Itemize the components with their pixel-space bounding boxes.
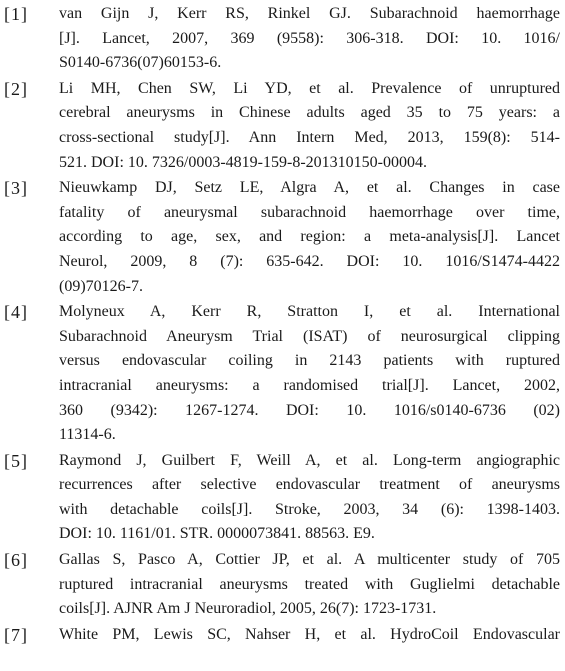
reference-item: [4, 77, 560, 175]
reference-text-line: with detachable coils[J]. Stroke, 2003, 34 (6): 1398-1403.: [59, 500, 560, 518]
reference-text-line: Molyneux A, Kerr R, Stratton I, et al. International: [59, 303, 560, 321]
reference-text-line: versus endovascular coiling in 2143 patients with ruptured: [59, 352, 560, 370]
reference-text-line: S0140-6736(07)60153-6.: [59, 54, 222, 72]
reference-item: [4, 623, 560, 648]
reference-text-line: [J]. Lancet, 2007, 369 (9558): 306-318. DOI: 10. 1016/: [59, 29, 560, 47]
reference-text-line: Neurol, 2009, 8 (7): 635-642. DOI: 10. 1016/S1474-4422: [59, 252, 560, 270]
reference-number: [7]: [4, 624, 28, 645]
reference-item: [4, 449, 560, 547]
reference-text-line: Li MH, Chen SW, Li YD, et al. Prevalence of unruptured: [59, 79, 560, 97]
reference-text-line: Gallas S, Pasco A, Cottier JP, et al. A multicenter study of 705: [59, 551, 560, 569]
reference-list: [4, 2, 560, 648]
reference-item: [4, 176, 560, 299]
reference-text-line: ruptured intracranial aneurysms treated with Guglielmi detachable: [59, 575, 560, 593]
reference-item: [4, 548, 560, 622]
reference-number: [1]: [4, 4, 28, 24]
reference-text-line: intracranial aneurysms: a randomised trial[J]. Lancet, 2002,: [59, 376, 560, 394]
reference-text-line: (09)70126-7.: [59, 277, 143, 295]
reference-text-line: cross-sectional study[J]. Ann Intern Med, 2013, 159(8): 514-: [59, 128, 560, 146]
reference-text-line: Raymond J, Guilbert F, Weill A, et al. Long-term angiographic: [59, 451, 560, 469]
reference-number: [2]: [4, 78, 28, 99]
reference-text-line: van Gijn J, Kerr RS, Rinkel GJ. Subarachnoid haemorrhage: [59, 5, 560, 22]
reference-item: [4, 300, 560, 448]
reference-number: [3]: [4, 178, 28, 199]
reference-text-line: recurrences after selective endovascular treatment of aneurysms: [59, 476, 560, 494]
reference-text-line: fatality of aneurysmal subarachnoid haemorrhage over time,: [59, 203, 560, 221]
reference-text-line: Nieuwkamp DJ, Setz LE, Algra A, et al. Changes in case: [59, 179, 560, 197]
reference-text-line: DOI: 10. 1161/01. STR. 0000073841. 88563. E9.: [59, 525, 375, 543]
reference-text-line: White PM, Lewis SC, Nahser H, et al. HydroCoil Endovascular: [59, 625, 560, 643]
reference-text-line: coils[J]. AJNR Am J Neuroradiol, 2005, 26(7): 1723-1731.: [59, 600, 437, 618]
reference-item: [4, 2, 560, 76]
reference-text-line: 521. DOI: 10. 7326/0003-4819-159-8-201310150-00004.: [59, 153, 427, 171]
reference-text-line: cerebral aneurysms in Chinese adults aged 35 to 75 years: a: [59, 104, 560, 122]
reference-number: [4]: [4, 302, 28, 323]
reference-number: [6]: [4, 550, 28, 571]
reference-text-line: according to age, sex, and region: a meta-analysis[J]. Lancet: [59, 228, 560, 246]
reference-text-line: Subarachnoid Aneurysm Trial (ISAT) of neurosurgical clipping: [59, 327, 560, 345]
reference-text-line: 360 (9342): 1267-1274. DOI: 10. 1016/s0140-6736 (02): [59, 401, 560, 419]
reference-text-line: 11314-6.: [59, 426, 116, 444]
reference-number: [5]: [4, 450, 28, 471]
